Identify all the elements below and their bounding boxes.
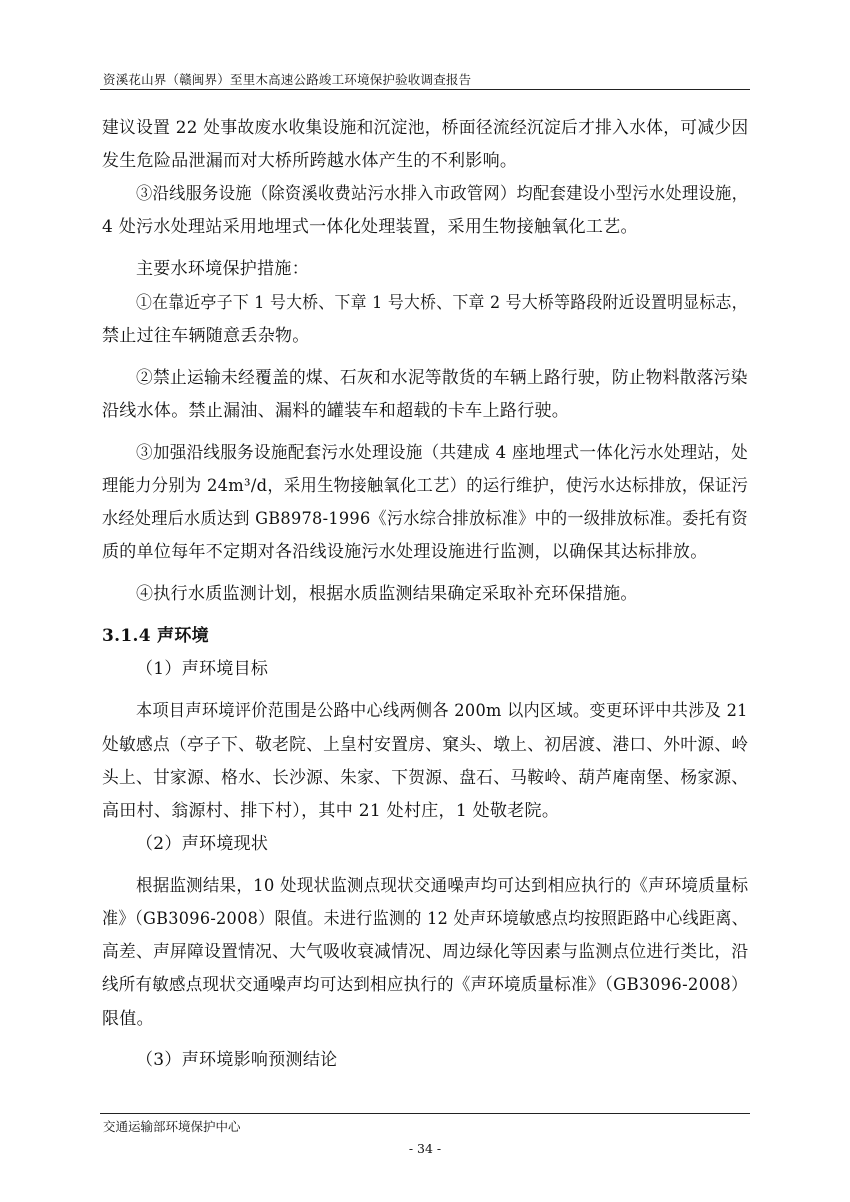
footer-organization: 交通运输部环境保护中心 <box>103 1119 241 1134</box>
paragraph-line: 水经处理后水质达到 GB8978-1996《污水综合排放标准》中的一级排放标准。委托有资 <box>102 509 748 529</box>
paragraph-line: 建议设置 22 处事故废水收集设施和沉淀池，桥面径流经沉淀后才排入水体，可减少因 <box>102 118 749 138</box>
paragraph-line: 准》（GB3096-2008）限值。未进行监测的 12 处声环境敏感点均按照距路中心线距离、 <box>102 909 749 929</box>
paragraph-line: 限值。 <box>102 1009 154 1029</box>
subsection-heading: （3）声环境影响预测结论 <box>136 1050 338 1070</box>
page-number: - 34 - <box>408 1141 442 1156</box>
paragraph-line: 发生危险品泄漏而对大桥所跨越水体产生的不利影响。 <box>102 151 518 171</box>
running-header: 资溪花山界（赣闽界）至里木高速公路竣工环境保护验收调查报告 <box>103 72 472 87</box>
footer-rule <box>100 1113 750 1114</box>
paragraph-line: 禁止过往车辆随意丢杂物。 <box>102 326 310 346</box>
paragraph-line: ②禁止运输未经覆盖的煤、石灰和水泥等散货的车辆上路行驶，防止物料散落污染 <box>136 368 748 388</box>
paragraph-line: 理能力分别为 24m³/d，采用生物接触氧化工艺）的运行维护，使污水达标排放，保证污 <box>102 476 749 496</box>
paragraph-line: 4 处污水处理站采用地埋式一体化处理装置，采用生物接触氧化工艺。 <box>102 217 638 237</box>
paragraph-line: ③沿线服务设施（除资溪收费站污水排入市政管网）均配套建设小型污水处理设施， <box>136 184 749 204</box>
paragraph-line: 本项目声环境评价范围是公路中心线两侧各 200m 以内区域。变更环评中共涉及 21 <box>136 701 748 721</box>
subsection-heading: （1）声环境目标 <box>136 659 269 679</box>
paragraph-line: ①在靠近亭子下 1 号大桥、下章 1 号大桥、下章 2 号大桥等路段附近设置明显标志， <box>136 293 748 313</box>
paragraph-line: 主要水环境保护措施： <box>136 259 309 279</box>
paragraph-line: ④执行水质监测计划，根据水质监测结果确定采取补充环保措施。 <box>136 584 638 604</box>
subsection-heading: （2）声环境现状 <box>136 834 269 854</box>
paragraph-line: 线所有敏感点现状交通噪声均可达到相应执行的《声环境质量标准》（GB3096-2008） <box>102 975 748 995</box>
paragraph-line: 沿线水体。禁止漏油、漏料的罐装车和超载的卡车上路行驶。 <box>102 401 570 421</box>
paragraph-line: 高田村、翁源村、排下村），其中 21 处村庄，1 处敬老院。 <box>102 801 560 821</box>
section-heading: 3.1.4 声环境 <box>102 626 209 646</box>
paragraph-line: 处敏感点（亭子下、敬老院、上皇村安置房、窠头、墩上、初居渡、港口、外叶源、岭 <box>102 735 749 755</box>
paragraph-line: 根据监测结果，10 处现状监测点现状交通噪声均可达到相应执行的《声环境质量标 <box>136 876 749 896</box>
header-rule <box>100 89 750 90</box>
paragraph-line: 质的单位每年不定期对各沿线设施污水处理设施进行监测，以确保其达标排放。 <box>102 542 708 562</box>
paragraph-line: ③加强沿线服务设施配套污水处理设施（共建成 4 座地埋式一体化污水处理站，处 <box>136 443 749 463</box>
paragraph-line: 头上、甘家源、格水、长沙源、朱家、下贺源、盘石、马鞍岭、葫芦庵南堡、杨家源、 <box>102 768 749 788</box>
paragraph-line: 高差、声屏障设置情况、大气吸收衰减情况、周边绿化等因素与监测点位进行类比，沿 <box>102 942 749 962</box>
